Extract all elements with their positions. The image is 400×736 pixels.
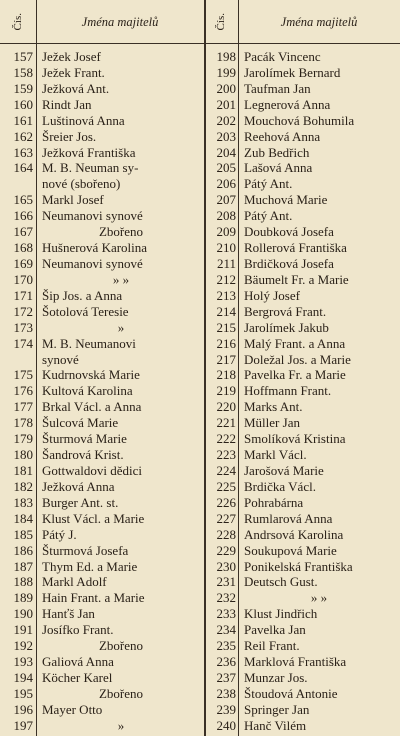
number-right: 230 (216, 558, 236, 574)
owner-left: » » (112, 271, 130, 287)
table-row (0, 383, 400, 399)
number-left: 169 (13, 255, 33, 271)
owner-right: Pavelka Fr. a Marie (244, 367, 346, 383)
number-right: 201 (216, 96, 236, 112)
owner-left: Zbořeno (98, 224, 144, 240)
number-right: 224 (216, 462, 236, 478)
number-right: 223 (216, 447, 236, 463)
table-row (0, 256, 400, 272)
owner-right: Taufman Jan (244, 80, 311, 96)
table-row (0, 208, 400, 224)
number-left: 192 (13, 638, 33, 654)
number-left: 191 (13, 622, 33, 638)
number-left: 195 (13, 685, 33, 701)
table-row (0, 304, 400, 320)
header-number-left: Čís. (12, 13, 24, 31)
owner-left: Hain Frant. a Marie (42, 590, 145, 606)
register-rows (0, 49, 400, 734)
owner-right: Smolíková Kristina (244, 431, 346, 447)
number-right: 221 (216, 415, 236, 431)
number-left: 158 (13, 64, 33, 80)
number-right: 202 (216, 112, 236, 128)
number-right: 225 (216, 478, 236, 494)
owner-left: Ježková Ant. (42, 80, 110, 96)
number-right: 209 (216, 224, 236, 240)
owner-right: Pohrabárna (244, 494, 304, 510)
owner-left: Hušnerová Karolina (42, 240, 148, 256)
number-right: 215 (216, 319, 236, 335)
owner-left: Rindt Jan (42, 96, 92, 112)
owner-right: Markl Václ. (244, 447, 307, 463)
number-right: 227 (216, 510, 236, 526)
table-row (0, 399, 400, 415)
number-left: 182 (13, 478, 33, 494)
owner-left: M. B. Neuman sy- (42, 160, 139, 176)
owner-right: Reil Frant. (244, 638, 300, 654)
number-right: 228 (216, 526, 236, 542)
owner-right: Štoudová Antonie (244, 685, 338, 701)
number-right: 222 (216, 431, 236, 447)
owner-right: Pacák Vincenc (244, 49, 321, 64)
owner-right: Marks Ant. (244, 399, 303, 415)
number-left: 160 (13, 96, 33, 112)
number-left: 197 (13, 717, 33, 733)
owner-right: Pátý Ant. (244, 208, 293, 224)
owner-right: Pavelka Jan (244, 622, 306, 638)
owner-right: Jarošová Marie (244, 462, 324, 478)
owner-left: Markl Josef (42, 192, 104, 208)
owner-right: Hanč Vilém (244, 717, 307, 733)
number-left: 164 (13, 160, 33, 176)
table-row (0, 495, 400, 511)
table-row (0, 49, 400, 65)
number-right: 238 (216, 685, 236, 701)
owner-left: » (117, 717, 125, 733)
owner-left: Neumanovi synové (42, 255, 143, 271)
owner-left: Šreier Jos. (42, 128, 97, 144)
owner-right: Zub Bedřich (244, 144, 310, 160)
number-left: 162 (13, 128, 33, 144)
table-row (0, 336, 400, 352)
owner-left: Luštinová Anna (42, 112, 125, 128)
owner-right: Lašová Anna (244, 160, 313, 176)
number-right: 217 (216, 351, 236, 367)
table-row (0, 718, 400, 734)
number-right: 234 (216, 622, 236, 638)
number-right: 214 (216, 303, 236, 319)
number-right: 237 (216, 669, 236, 685)
owner-right: Munzar Jos. (244, 669, 308, 685)
owner-left: M. B. Neumanovi (42, 335, 136, 351)
number-right: 199 (216, 64, 236, 80)
owner-left: Šotolová Teresie (42, 303, 129, 319)
table-row (0, 192, 400, 208)
table-row (0, 574, 400, 590)
table-row (0, 97, 400, 113)
table-row (0, 113, 400, 129)
owner-left: Kudrnovská Marie (42, 367, 140, 383)
owner-right: Reehová Anna (244, 128, 321, 144)
owner-right: Muchová Marie (244, 192, 328, 208)
owner-left: Zbořeno (98, 685, 144, 701)
owner-left: Šturmová Josefa (42, 542, 129, 558)
number-left: 171 (13, 287, 33, 303)
number-right: 233 (216, 606, 236, 622)
number-right: 205 (216, 160, 236, 176)
number-left: 181 (13, 462, 33, 478)
table-row (0, 320, 400, 336)
owner-right: Jarolímek Jakub (244, 319, 329, 335)
number-left: 180 (13, 447, 33, 463)
table-row (0, 81, 400, 97)
number-right: 204 (216, 144, 236, 160)
number-left: 184 (13, 510, 33, 526)
number-right: 219 (216, 383, 236, 399)
owner-left: Ježková Anna (42, 478, 115, 494)
owner-left: Zbořeno (98, 638, 144, 654)
table-row (0, 622, 400, 638)
number-left: 190 (13, 606, 33, 622)
number-right: 216 (216, 335, 236, 351)
table-row (0, 559, 400, 575)
owner-right: Doubková Josefa (244, 224, 334, 240)
owner-right: Legnerová Anna (244, 96, 331, 112)
owner-left: nové (sbořeno) (42, 176, 121, 192)
table-row (0, 176, 400, 192)
number-right: 200 (216, 80, 236, 96)
owner-right: Pátý Ant. (244, 176, 293, 192)
owner-right: Rollerová Františka (244, 240, 347, 256)
number-left: 173 (13, 319, 33, 335)
number-left: 185 (13, 526, 33, 542)
owner-left: Burger Ant. st. (42, 494, 119, 510)
number-left: 159 (13, 80, 33, 96)
owner-left: Šandrová Krist. (42, 447, 124, 463)
owner-left: Galiová Anna (42, 654, 114, 670)
number-left: 187 (13, 558, 33, 574)
owner-right: Jarolímek Bernard (244, 64, 341, 80)
owner-left: » (117, 319, 125, 335)
table-row (0, 686, 400, 702)
owner-right: Brdička Václ. (244, 478, 316, 494)
owner-right: Holý Josef (244, 287, 300, 303)
table-row (0, 367, 400, 383)
number-left: 165 (13, 192, 33, 208)
owner-right: Doležal Jos. a Marie (244, 351, 351, 367)
number-left: 193 (13, 654, 33, 670)
table-row (0, 415, 400, 431)
owner-left: Šulcová Marie (42, 415, 119, 431)
number-right: 220 (216, 399, 236, 415)
owner-left: Šip Jos. a Anna (42, 287, 123, 303)
owner-right: Andrsová Karolina (244, 526, 344, 542)
number-right: 229 (216, 542, 236, 558)
number-right: 226 (216, 494, 236, 510)
table-row (0, 145, 400, 161)
owner-right: Klust Jindřich (244, 606, 318, 622)
owner-left: Köcher Karel (42, 669, 113, 685)
table-row (0, 160, 400, 176)
number-left: 188 (13, 574, 33, 590)
owner-left: Thym Ed. a Marie (42, 558, 138, 574)
table-row (0, 240, 400, 256)
header-owners-left: Jména majitelů (81, 14, 159, 29)
table-row (0, 590, 400, 606)
owner-right: Springer Jan (244, 701, 310, 717)
owner-right: Bergrová Frant. (244, 303, 327, 319)
number-left: 176 (13, 383, 33, 399)
number-left: 189 (13, 590, 33, 606)
table-row (0, 352, 400, 368)
table-row (0, 288, 400, 304)
header-owners-right: Jména majitelů (280, 14, 358, 29)
table-row (0, 463, 400, 479)
header-number-right: Čís. (215, 13, 227, 31)
table-row (0, 479, 400, 495)
owner-right: » » (310, 590, 328, 606)
owner-right: Ponikelská Františka (244, 558, 353, 574)
owner-right: Müller Jan (244, 415, 300, 431)
owner-right: Hoffmann Frant. (244, 383, 332, 399)
owner-right: Bäumelt Fr. a Marie (244, 271, 349, 287)
owner-left: Šturmová Marie (42, 431, 127, 447)
number-left: 177 (13, 399, 33, 415)
number-right: 206 (216, 176, 236, 192)
owner-left: Ježek Josef (42, 49, 101, 64)
table-row (0, 224, 400, 240)
number-right: 213 (216, 287, 236, 303)
table-row (0, 129, 400, 145)
table-row (0, 527, 400, 543)
owner-left: Kultová Karolina (42, 383, 133, 399)
number-right: 235 (216, 638, 236, 654)
table-row (0, 670, 400, 686)
owner-right: Brdičková Josefa (244, 255, 334, 271)
number-right: 203 (216, 128, 236, 144)
number-left: 168 (13, 240, 33, 256)
owner-left: Markl Adolf (42, 574, 107, 590)
table-row (0, 606, 400, 622)
owner-right: Malý Frant. a Anna (244, 335, 346, 351)
owner-left: Ježek Frant. (42, 64, 105, 80)
number-left: 166 (13, 208, 33, 224)
number-left: 175 (13, 367, 33, 383)
number-left: 196 (13, 701, 33, 717)
owner-left: Klust Václ. a Marie (42, 510, 145, 526)
number-right: 208 (216, 208, 236, 224)
number-right: 207 (216, 192, 236, 208)
number-left: 178 (13, 415, 33, 431)
number-right: 211 (216, 255, 236, 271)
number-left: 172 (13, 303, 33, 319)
owner-right: Marklová Františka (244, 654, 347, 670)
table-row (0, 272, 400, 288)
owner-left: Hanťš Jan (42, 606, 95, 622)
owner-left: Pátý J. (42, 526, 77, 542)
owner-left: Gottwaldovi dědici (42, 462, 143, 478)
owner-left: Brkal Václ. a Anna (42, 399, 142, 415)
number-left: 163 (13, 144, 33, 160)
number-right: 210 (216, 240, 236, 256)
table-header (0, 0, 400, 44)
owner-left: Ježková Františka (42, 144, 136, 160)
number-right: 240 (216, 717, 236, 733)
number-left: 167 (13, 224, 33, 240)
owner-right: Deutsch Gust. (244, 574, 318, 590)
number-left: 170 (13, 271, 33, 287)
table-row (0, 702, 400, 718)
table-row (0, 65, 400, 81)
number-left: 157 (13, 49, 33, 64)
number-left: 183 (13, 494, 33, 510)
owner-right: Rumlarová Anna (244, 510, 333, 526)
number-right: 212 (216, 271, 236, 287)
number-right: 232 (216, 590, 236, 606)
table-row (0, 654, 400, 670)
number-right: 231 (216, 574, 236, 590)
number-left: 174 (13, 335, 33, 351)
number-left: 186 (13, 542, 33, 558)
table-row (0, 511, 400, 527)
table-row (0, 431, 400, 447)
owner-left: synové (42, 351, 79, 367)
table-row (0, 447, 400, 463)
number-left: 194 (13, 669, 33, 685)
owner-right: Mouchová Bohumila (244, 112, 355, 128)
owner-left: Josífko Frant. (42, 622, 114, 638)
owner-right: Soukupová Marie (244, 542, 337, 558)
number-right: 236 (216, 654, 236, 670)
owner-left: Mayer Otto (42, 701, 103, 717)
table-row (0, 543, 400, 559)
number-right: 198 (216, 49, 236, 64)
number-right: 218 (216, 367, 236, 383)
table-row (0, 638, 400, 654)
number-right: 239 (216, 701, 236, 717)
owner-left: Neumanovi synové (42, 208, 143, 224)
number-left: 179 (13, 431, 33, 447)
number-left: 161 (13, 112, 33, 128)
